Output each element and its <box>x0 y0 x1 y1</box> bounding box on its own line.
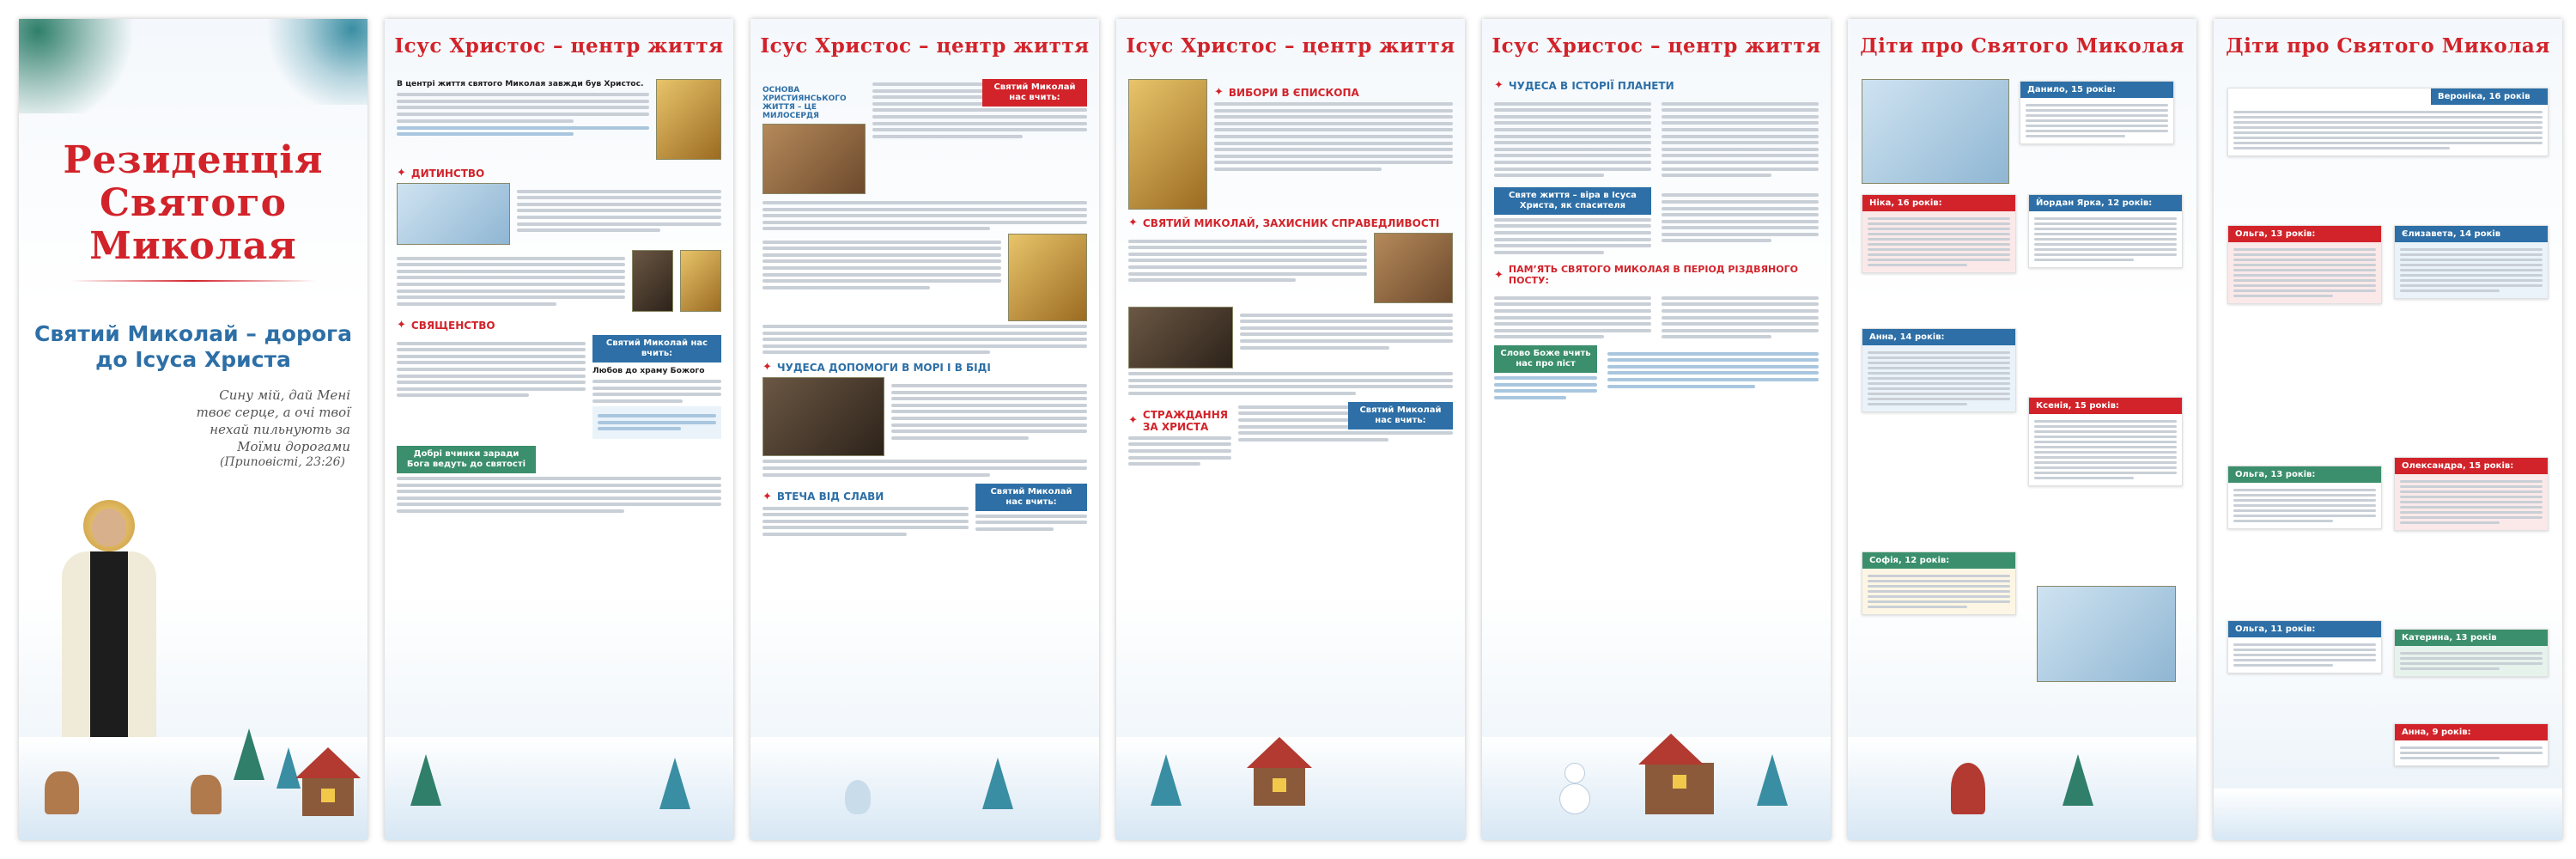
kid-card <box>2028 194 2183 268</box>
panel-header: Діти про Святого Миколая <box>1860 34 2184 58</box>
cover-panel <box>19 19 368 840</box>
section-heading: ДИТИНСТВО <box>410 167 485 180</box>
section-heading: СВЯЩЕНСТВО <box>410 319 495 332</box>
kid-card <box>2394 225 2549 299</box>
lesson-badge: Святий Миколай нас вчить: <box>982 79 1087 107</box>
panel-header: Ісус Христос – центр життя <box>760 34 1090 58</box>
cover-verse-ref: (Приповісті, 23:26) <box>219 455 345 469</box>
section-heading: ЧУДЕСА В ІСТОРІЇ ПЛАНЕТИ <box>1508 79 1674 92</box>
mercy-image <box>762 124 866 194</box>
kid-card <box>1862 194 2016 273</box>
section-heading: ВИБОРИ В ЄПИСКОПА <box>1228 86 1359 99</box>
kid-name: Софія, 12 років: <box>1862 552 2015 569</box>
icon-image <box>1128 307 1233 369</box>
snow-ground <box>750 737 1099 840</box>
kid-card <box>2394 457 2549 531</box>
house-icon <box>302 777 354 816</box>
panel-header: Ісус Христос – центр життя <box>1126 34 1455 58</box>
panel-life-center-3 <box>1116 19 1465 840</box>
lesson-badge: Святий Миколай нас вчить: <box>1348 402 1453 430</box>
star-icon: ✦ <box>762 490 772 503</box>
star-icon: ✦ <box>1214 86 1224 99</box>
icon-image <box>680 250 721 312</box>
lesson-banner: Добрі вчинки заради Бога ведуть до святості <box>397 446 536 473</box>
snowman-icon <box>1559 763 1590 814</box>
kid-name: Вероніка, 16 років <box>2431 88 2548 105</box>
sea-miracle-image <box>762 377 884 456</box>
fir-branch-decor <box>19 19 148 113</box>
kid-card <box>2227 225 2382 304</box>
kid-letter-image <box>2037 586 2176 682</box>
title-divider <box>70 280 316 282</box>
fir-branch-decor-right <box>256 19 368 105</box>
kid-name: Анна, 9 років: <box>2395 724 2548 740</box>
star-icon: ✦ <box>762 361 772 375</box>
kid-name: Ніка, 16 років: <box>1862 195 2015 211</box>
kid-card <box>2020 81 2174 144</box>
kid-card <box>2227 620 2382 673</box>
panel-header: Діти про Святого Миколая <box>2226 34 2550 58</box>
deer-icon <box>45 771 79 814</box>
tree-icon <box>234 728 264 780</box>
house-icon <box>1254 766 1305 806</box>
star-icon: ✦ <box>1494 268 1504 282</box>
kid-name: Ольга, 13 років: <box>2228 466 2381 483</box>
icon-image <box>632 250 673 312</box>
lesson-badge: Святе життя – віра в Ісуса Христа, як спасителя <box>1494 187 1651 215</box>
kid-name: Йордан Ярка, 12 років: <box>2029 195 2182 211</box>
patara-ruins-image <box>397 183 510 245</box>
icon-christ-image <box>656 79 721 160</box>
panel-kids-2 <box>2214 19 2562 840</box>
section-heading: ПАМ’ЯТЬ СВЯТОГО МИКОЛАЯ В ПЕРІОД РІЗДВЯНОГО ПОСТУ: <box>1508 264 1798 287</box>
tree-icon <box>2063 754 2093 806</box>
rabbit-icon <box>845 780 871 814</box>
quote-box <box>592 406 721 439</box>
lesson-badge: Святий Миколай нас вчить: <box>975 484 1087 511</box>
cover-title: Резиденція Святого Миколая <box>63 138 324 268</box>
kid-card <box>2028 397 2183 486</box>
kid-card <box>2227 466 2382 529</box>
kid-name: Катерина, 13 років <box>2395 630 2548 646</box>
kid-name: Єлизавета, 14 років <box>2395 226 2548 242</box>
lesson-text: Любов до храму Божого <box>592 366 705 375</box>
section-heading: ВТЕЧА ВІД СЛАВИ <box>776 490 884 503</box>
cover-subtitle: Святий Миколай – дорога до Ісуса Христа <box>34 321 352 372</box>
icon-image <box>1374 233 1453 303</box>
kid-card <box>1862 551 2016 615</box>
house-icon <box>1645 763 1714 814</box>
kid-name: Олександра, 15 років: <box>2395 458 2548 474</box>
kid-name: Анна, 14 років: <box>1862 329 2015 345</box>
icon-image <box>1008 234 1087 321</box>
tree-icon <box>659 758 690 809</box>
section-heading: ОСНОВА ХРИСТИЯНСЬКОГО ЖИТТЯ – ЦЕ МИЛОСЕРДЯ <box>762 86 847 120</box>
snow-ground <box>2214 789 2562 840</box>
intro-text: В центрі життя святого Миколая завжди був Христос. <box>397 79 644 88</box>
panel-header: Ісус Христос – центр життя <box>1492 34 1821 58</box>
tree-icon <box>1757 754 1788 806</box>
kid-name: Ольга, 11 років: <box>2228 621 2381 637</box>
tree-icon <box>410 754 441 806</box>
star-icon: ✦ <box>1494 79 1504 92</box>
section-heading: СВЯТИЙ МИКОЛАЙ, ЗАХИСНИК СПРАВЕДЛИВОСТІ <box>1142 216 1440 229</box>
kid-card <box>2227 88 2549 156</box>
section-heading: ЧУДЕСА ДОПОМОГИ В МОРІ І В БІДІ <box>776 361 991 374</box>
kid-name: Ольга, 13 років: <box>2228 226 2381 242</box>
kid-card <box>2394 629 2549 677</box>
saint-nicholas-icon-image <box>1128 79 1207 210</box>
kid-card <box>2394 723 2549 766</box>
star-icon: ✦ <box>397 167 406 180</box>
tree-icon <box>982 758 1013 809</box>
tree-icon <box>1151 754 1182 806</box>
kid-name: Данило, 15 років: <box>2020 82 2173 98</box>
star-icon: ✦ <box>1128 414 1138 428</box>
panel-life-center-2 <box>750 19 1099 840</box>
panel-life-center-4 <box>1482 19 1831 840</box>
lesson-badge: Святий Миколай нас вчить: <box>592 335 721 362</box>
lesson-badge: Слово Боже вчить нас про піст <box>1494 345 1597 373</box>
kid-letter-image <box>1862 79 2009 184</box>
snow-ground <box>1848 737 2196 840</box>
deer-icon <box>191 775 222 814</box>
cover-verse: Сину мій, дай Мені твоє серце, а очі твої нехай пильнують за Моїми дорогами <box>196 387 350 454</box>
star-icon: ✦ <box>1128 216 1138 229</box>
star-icon: ✦ <box>397 319 406 332</box>
child-figure <box>1951 763 1985 814</box>
kid-card <box>1862 328 2016 412</box>
panel-life-center-1 <box>385 19 733 840</box>
section-heading: СТРАЖДАННЯ ЗА ХРИСТА <box>1142 408 1228 433</box>
panel-kids-1 <box>1848 19 2196 840</box>
panel-header: Ісус Христос – центр життя <box>394 34 724 58</box>
kid-name: Ксенія, 15 років: <box>2029 398 2182 414</box>
